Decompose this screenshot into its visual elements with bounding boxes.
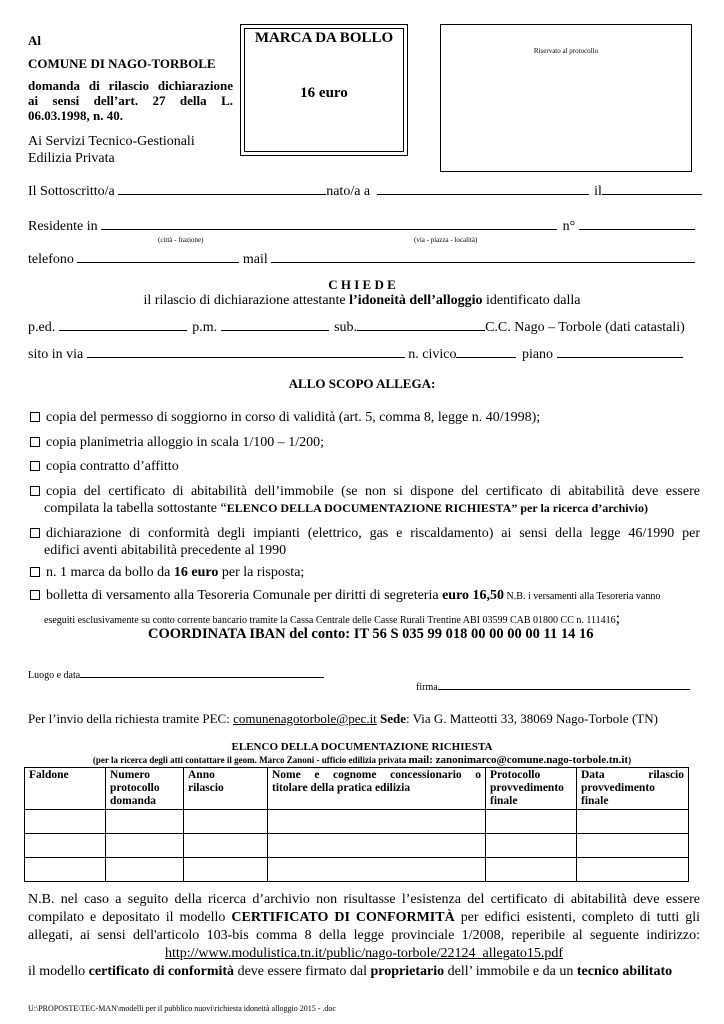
- table-cell[interactable]: [25, 834, 106, 858]
- row-sottoscritto: [28, 184, 700, 200]
- pm-field[interactable]: [221, 320, 329, 331]
- floor-field[interactable]: [557, 347, 683, 358]
- table-subtitle: (per la ricerca degli atti contattare il geom. Marco Zanoni - ufficio edilizia privata mail: zanonimarco@comune.nago-torbole.tn.it): [92, 754, 632, 766]
- request-subject: domanda di rilascio dichiarazione ai sensi dell’art. 27 della L.: [28, 78, 233, 108]
- note-block: [28, 891, 700, 981]
- house-number-field[interactable]: [579, 219, 695, 230]
- ped-field[interactable]: [59, 320, 187, 331]
- checkbox[interactable]: [30, 590, 40, 600]
- table-cell[interactable]: [106, 834, 184, 858]
- request-subject-law: 06.03.1998, n. 40.: [28, 108, 123, 123]
- attachment-item-impianti: dichiarazione di conformità degli impianti (elettrico, gas e riscaldamento) ai sensi della legge 46/1990 per edifici aventi abitabilità precedente al 1990: [30, 525, 700, 559]
- firma-label: firma: [416, 682, 438, 693]
- note-line-3: allegati, ai sensi dell'articolo 103-bis comma 8 della legge provinciale 1/2008, reperibile al seguente indirizzo:: [28, 928, 700, 943]
- nato-label: nato/a a: [326, 184, 371, 199]
- th-data-rilascio: Data rilascio provvedimento finale: [577, 768, 689, 810]
- signature-field[interactable]: [438, 681, 690, 690]
- piano-label: piano: [521, 347, 554, 362]
- mail-field[interactable]: [271, 252, 695, 263]
- row-residente: [28, 219, 700, 235]
- table-cell[interactable]: [184, 858, 268, 882]
- protocol-box: [440, 24, 692, 172]
- row-sito: [28, 347, 700, 363]
- sub-label: sub.: [334, 320, 358, 335]
- luogo-label: Luogo e data: [28, 670, 81, 681]
- table-cell[interactable]: [577, 858, 689, 882]
- street-field[interactable]: [87, 347, 405, 358]
- addressee-al: Al: [28, 33, 41, 48]
- checkbox[interactable]: [30, 567, 40, 577]
- bolletta-bank-details: eseguiti esclusivamente su conto corrente bancario tramite la Cassa Centrale delle Casse Rurali Trentine ABI 03599 CAB 01800 CC n. 111416;: [44, 610, 621, 627]
- civic-number-field[interactable]: [456, 347, 516, 358]
- residente-label: Residente in: [28, 219, 98, 234]
- table-cell[interactable]: [184, 834, 268, 858]
- th-protocollo-provvedimento: Protocollo provvedimento finale: [486, 768, 577, 810]
- birthplace-field[interactable]: [377, 184, 589, 195]
- revenue-stamp-box: [240, 24, 408, 156]
- birthdate-field[interactable]: [602, 184, 702, 195]
- ped-label: p.ed.: [28, 320, 56, 335]
- protocol-label: Riservato al protocollo: [533, 47, 599, 55]
- documentation-table: [24, 767, 689, 882]
- revenue-stamp-title: MARCA DA BOLLO: [254, 30, 394, 46]
- table-cell[interactable]: [25, 810, 106, 834]
- checkbox[interactable]: [30, 486, 40, 496]
- table-title: ELENCO DELLA DOCUMENTAZIONE RICHIESTA: [231, 741, 493, 753]
- note-link-line: [28, 945, 700, 963]
- telefono-label: telefono: [28, 252, 74, 267]
- office-name: Ai Servizi Tecnico-Gestionali Edilizia Privata: [28, 134, 195, 166]
- addressee-comune: COMUNE DI NAGO-TORBOLE: [28, 56, 216, 71]
- note-line-2: compilato e depositato il modello CERTIFICATO DI CONFORMITÀ per edifici esistenti, completo di tutti gli: [28, 910, 700, 925]
- attachment-item-bolletta: bolletta di versamento alla Tesoreria Comunale per diritti di segreteria euro 16,50 N.B. i versamenti alla Tesoreria vanno: [30, 587, 700, 605]
- pm-label: p.m.: [192, 320, 218, 335]
- table-cell[interactable]: [25, 858, 106, 882]
- table-cell[interactable]: [486, 834, 577, 858]
- table-row: [25, 810, 689, 834]
- th-numero-protocollo: Numero protocollo domanda: [106, 768, 184, 810]
- checkbox[interactable]: [30, 437, 40, 447]
- civico-label: n. civico: [408, 347, 457, 362]
- th-concessionario: Nome e cognome concessionario o titolare della pratica edilizia: [268, 768, 486, 810]
- luogo-data-row: [28, 669, 324, 681]
- table-cell[interactable]: [486, 858, 577, 882]
- modulistica-link[interactable]: http://www.modulistica.tn.it/public/nago-torbole/22124_allegato15.pdf: [164, 946, 564, 961]
- table-cell[interactable]: [184, 810, 268, 834]
- attachment-item-contratto: copia contratto d’affitto: [30, 458, 700, 475]
- table-cell[interactable]: [268, 858, 486, 882]
- pec-email-link[interactable]: comunenagotorbole@pec.it: [233, 711, 377, 726]
- cc-label: C.C. Nago – Torbole (dati catastali): [485, 320, 685, 335]
- table-cell[interactable]: [106, 810, 184, 834]
- checkbox[interactable]: [30, 528, 40, 538]
- attachment-item-planimetria: copia planimetria alloggio in scala 1/100 – 1/200;: [30, 434, 700, 451]
- citta-hint: (città - frazione): [158, 236, 204, 244]
- sottoscritto-label: Il Sottoscritto/a: [28, 184, 115, 199]
- note-line-1: N.B. nel caso a seguito della ricerca d’archivio non risultasse l’esistenza del certificato di abitabilità deve essere: [28, 892, 700, 907]
- chiede-heading: C H I E D E: [328, 277, 396, 292]
- firma-row: [416, 681, 690, 693]
- table-row: [25, 834, 689, 858]
- table-cell[interactable]: [268, 810, 486, 834]
- allega-heading: ALLO SCOPO ALLEGA:: [288, 376, 436, 391]
- table-header-row: [25, 768, 689, 810]
- via-hint: (via - piazza - località): [414, 236, 478, 244]
- row-catastali: [28, 320, 700, 336]
- numero-label: n°: [562, 219, 576, 234]
- checkbox[interactable]: [30, 412, 40, 422]
- iban-line: COORDINATA IBAN del conto: IT 56 S 035 99 018 00 00 00 00 11 14 16: [148, 626, 594, 642]
- attachment-item-marca: n. 1 marca da bollo da 16 euro per la risposta;: [30, 564, 700, 581]
- attachment-item-abitabilita: copia del certificato di abitabilità dell’immobile (se non si dispone del certificato di abitabilità deve essere compilata la tabella sottostante “ELENCO DELLA DOCUMENTAZIONE RICHIESTA” per la ricerca d’archivio): [30, 483, 700, 517]
- sottoscritto-field[interactable]: [118, 184, 326, 195]
- footer-file-path: U:\PROPOSTE\TEC-MAN\modelli per il pubblico nuovi\richiesta idoneità alloggio 2015 - .doc: [28, 1004, 336, 1013]
- revenue-stamp-value: 16 euro: [300, 85, 348, 101]
- luogo-data-field[interactable]: [80, 669, 324, 678]
- table-cell[interactable]: [486, 810, 577, 834]
- attachment-item-permesso: copia del permesso di soggiorno in corso di validità (art. 5, comma 8, legge n. 40/1998);: [30, 409, 700, 426]
- sito-label: sito in via: [28, 347, 84, 362]
- pec-line: Per l’invio della richiesta tramite PEC: comunenagotorbole@pec.it Sede: Via G. Matteotti 33, 38069 Nago-Torbole (TN): [28, 711, 658, 726]
- table-cell[interactable]: [106, 858, 184, 882]
- rilascio-text: il rilascio di dichiarazione attestante l’idoneità dell’alloggio identificato dalla: [143, 293, 581, 308]
- il-label: il: [594, 184, 602, 199]
- phone-field[interactable]: [77, 252, 239, 263]
- checkbox[interactable]: [30, 461, 40, 471]
- th-anno-rilascio: Anno rilascio: [184, 768, 268, 810]
- table-row: [25, 858, 689, 882]
- table-cell[interactable]: [577, 834, 689, 858]
- note-line-5: il modello certificato di conformità deve essere firmato dal proprietario dell’ immobile e da un tecnico abilitato: [28, 964, 673, 979]
- row-telefono: [28, 252, 700, 268]
- sub-field[interactable]: [357, 320, 485, 331]
- table-cell[interactable]: [577, 810, 689, 834]
- th-faldone: Faldone: [25, 768, 106, 810]
- table-cell[interactable]: [268, 834, 486, 858]
- address-field[interactable]: [101, 219, 557, 230]
- mail-label: mail: [242, 252, 268, 267]
